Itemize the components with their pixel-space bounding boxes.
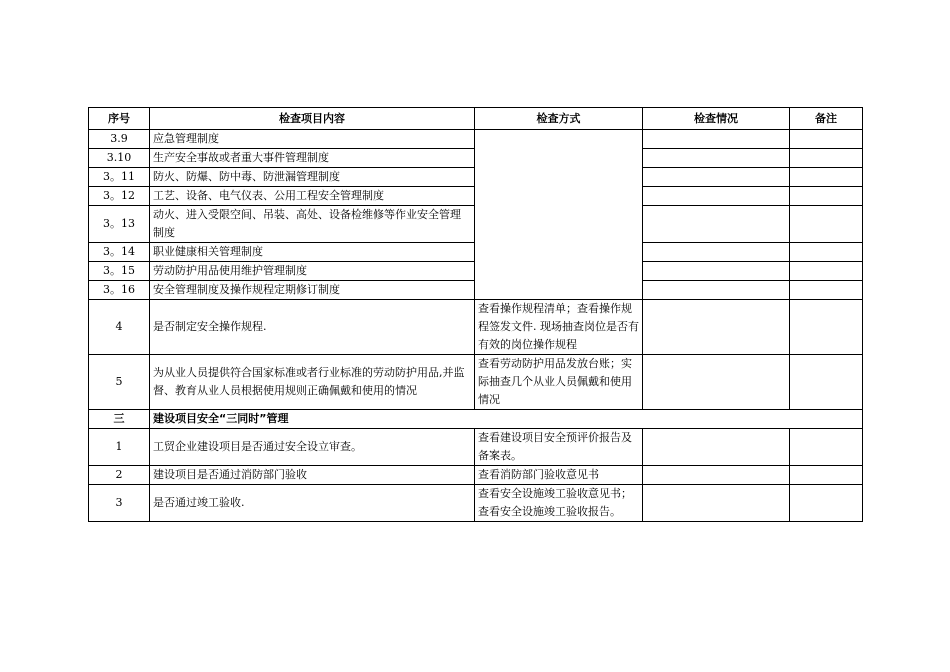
row-content: 工贸企业建设项目是否通过安全设立审查。 (150, 429, 475, 466)
row-situation (643, 149, 790, 168)
row-method: 查看建设项目安全预评价报告及备案表。 (475, 429, 643, 466)
row-content: 建设项目是否通过消防部门验收 (150, 466, 475, 485)
row-method: 查看安全设施竣工验收意见书；查看安全设施竣工验收报告。 (475, 485, 643, 522)
row-situation (643, 206, 790, 243)
row-content: 防火、防爆、防中毒、防泄漏管理制度 (150, 168, 475, 187)
table-row (89, 485, 863, 522)
row-situation (643, 187, 790, 206)
header-no: 序号 (89, 108, 150, 130)
row-situation (643, 429, 790, 466)
row-content: 是否制定安全操作规程. (150, 300, 475, 355)
inspection-table (88, 107, 863, 522)
row-situation (643, 281, 790, 300)
row-remark (790, 485, 863, 522)
row-situation (643, 130, 790, 149)
row-content: 是否通过竣工验收. (150, 485, 475, 522)
row-method-merged (475, 130, 643, 300)
row-content: 动火、进入受限空间、吊装、高处、设备检维修等作业安全管理制度 (150, 206, 475, 243)
row-no: 3。15 (89, 262, 150, 281)
row-situation (643, 300, 790, 355)
row-content: 职业健康相关管理制度 (150, 243, 475, 262)
row-no: 3 (89, 485, 150, 522)
table-row (89, 466, 863, 485)
row-remark (790, 466, 863, 485)
row-content: 劳动防护用品使用维护管理制度 (150, 262, 475, 281)
section-title: 建设项目安全“三同时”管理 (150, 410, 863, 429)
row-remark (790, 262, 863, 281)
table-row (89, 355, 863, 410)
table-row (89, 130, 863, 149)
row-no: 3。16 (89, 281, 150, 300)
row-method: 查看消防部门验收意见书 (475, 466, 643, 485)
row-method: 查看操作规程清单；查看操作规程签发文件. 现场抽查岗位是否有有效的岗位操作规程 (475, 300, 643, 355)
table-row (89, 300, 863, 355)
row-no: 3。11 (89, 168, 150, 187)
row-situation (643, 466, 790, 485)
row-situation (643, 262, 790, 281)
row-remark (790, 429, 863, 466)
row-remark (790, 355, 863, 410)
row-remark (790, 149, 863, 168)
header-content: 检查项目内容 (150, 108, 475, 130)
row-no: 3。14 (89, 243, 150, 262)
row-situation (643, 168, 790, 187)
row-content: 应急管理制度 (150, 130, 475, 149)
row-no: 3。13 (89, 206, 150, 243)
table-row (89, 429, 863, 466)
row-no: 2 (89, 466, 150, 485)
row-no: 3.10 (89, 149, 150, 168)
row-no: 4 (89, 300, 150, 355)
header-remark: 备注 (790, 108, 863, 130)
row-no: 1 (89, 429, 150, 466)
row-remark (790, 281, 863, 300)
row-content: 安全管理制度及操作规程定期修订制度 (150, 281, 475, 300)
row-remark (790, 168, 863, 187)
section-no: 三 (89, 410, 150, 429)
row-content: 为从业人员提供符合国家标准或者行业标准的劳动防护用品,并监督、教育从业人员根据使用规则正确佩戴和使用的情况 (150, 355, 475, 410)
row-remark (790, 130, 863, 149)
row-content: 工艺、设备、电气仪表、公用工程安全管理制度 (150, 187, 475, 206)
header-situation: 检查情况 (643, 108, 790, 130)
row-method: 查看劳动防护用品发放台账；实际抽查几个从业人员佩戴和使用情况 (475, 355, 643, 410)
row-situation (643, 485, 790, 522)
row-no: 5 (89, 355, 150, 410)
header-method: 检查方式 (475, 108, 643, 130)
row-situation (643, 355, 790, 410)
header-row (89, 108, 863, 130)
row-situation (643, 243, 790, 262)
row-content: 生产安全事故或者重大事件管理制度 (150, 149, 475, 168)
row-no: 3.9 (89, 130, 150, 149)
section-row (89, 410, 863, 429)
row-remark (790, 187, 863, 206)
row-remark (790, 243, 863, 262)
row-no: 3。12 (89, 187, 150, 206)
row-remark (790, 300, 863, 355)
row-remark (790, 206, 863, 243)
